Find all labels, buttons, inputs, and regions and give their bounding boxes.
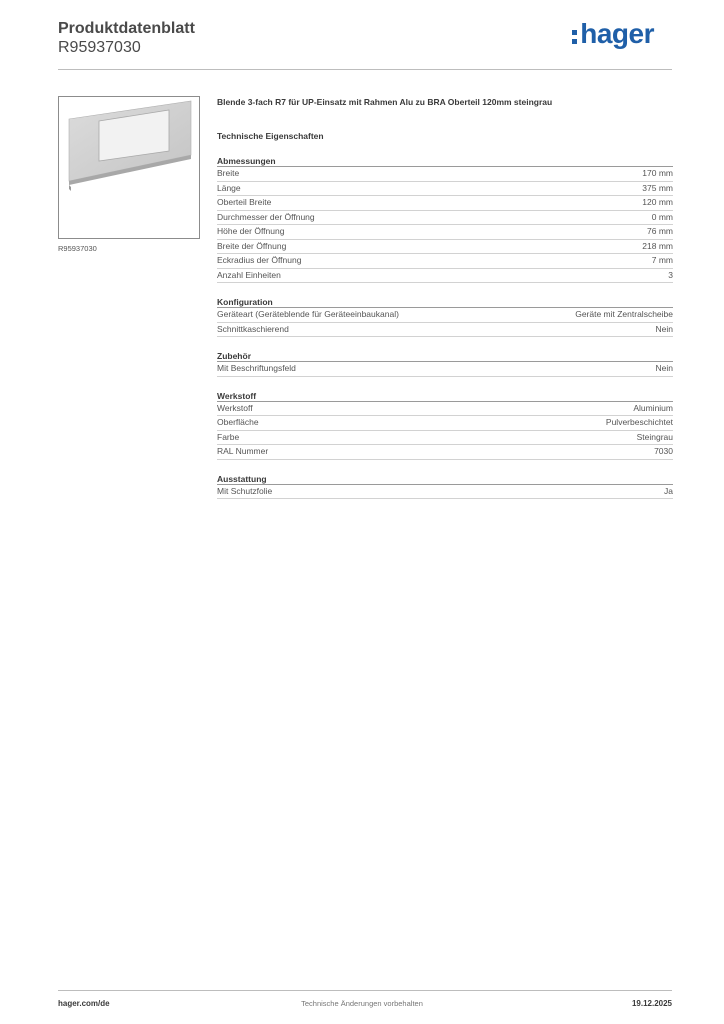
- property-label: Breite der Öffnung: [217, 240, 287, 251]
- footer-website-link[interactable]: hager.com/de: [58, 999, 110, 1008]
- section-title: Ausstattung: [217, 474, 673, 485]
- property-label: Länge: [217, 182, 241, 193]
- property-value: Geräte mit Zentralscheibe: [575, 309, 673, 319]
- section-title: Abmessungen: [217, 156, 673, 167]
- cover-plate-illustration: [59, 97, 199, 238]
- logo-text: hager: [580, 18, 654, 49]
- property-value: Ja: [664, 485, 673, 496]
- property-sections: [217, 156, 673, 499]
- property-label: Durchmesser der Öffnung: [217, 211, 315, 222]
- property-row: [217, 225, 673, 240]
- property-row: [217, 416, 673, 431]
- property-label: Schnittkaschierend: [217, 323, 289, 334]
- property-value: Nein: [655, 363, 673, 373]
- property-value: 120 mm: [642, 197, 673, 207]
- product-image: [58, 96, 200, 239]
- property-value: 0 mm: [651, 211, 673, 222]
- document-title: Produktdatenblatt: [58, 20, 195, 37]
- property-value: Nein: [655, 323, 673, 334]
- property-value: Pulverbeschichtet: [605, 417, 673, 427]
- property-row: [217, 485, 673, 500]
- hager-logo[interactable]: [572, 20, 654, 48]
- property-label: Geräteart (Geräteblende für Geräteeinbaukanal): [217, 309, 399, 319]
- property-label: Mit Schutzfolie: [217, 485, 273, 496]
- property-value: 218 mm: [642, 240, 673, 251]
- property-row: [217, 431, 673, 446]
- property-row: [217, 308, 673, 323]
- section-title: Zubehör: [217, 351, 673, 362]
- section-ausstattung: [217, 474, 673, 500]
- product-title: Blende 3-fach R7 für UP-Einsatz mit Rahmen Alu zu BRA Oberteil 120mm steingrau: [217, 97, 553, 107]
- page-header: [58, 20, 672, 70]
- product-details: [217, 96, 673, 499]
- section-title: Konfiguration: [217, 297, 673, 308]
- section-title: Werkstoff: [217, 391, 673, 402]
- property-value: 375 mm: [642, 182, 673, 193]
- header-divider: [58, 69, 672, 70]
- section-konfiguration: [217, 297, 673, 337]
- property-label: Oberfläche: [217, 417, 259, 427]
- property-value: Steingrau: [636, 431, 673, 442]
- property-row: [217, 167, 673, 182]
- section-abmessungen: [217, 156, 673, 283]
- section-werkstoff: [217, 391, 673, 460]
- property-label: Höhe der Öffnung: [217, 226, 285, 236]
- footer-divider: [58, 990, 672, 991]
- property-label: Mit Beschriftungsfeld: [217, 363, 296, 373]
- property-row: [217, 240, 673, 255]
- image-caption: R95937030: [58, 244, 97, 253]
- logo-colon-icon: [572, 20, 578, 48]
- property-row: [217, 362, 673, 377]
- property-value: Aluminium: [633, 402, 673, 413]
- property-value: 76 mm: [647, 226, 673, 236]
- technical-properties-heading: Technische Eigenschaften: [217, 131, 324, 141]
- document-number: R95937030: [58, 39, 141, 56]
- property-row: [217, 254, 673, 269]
- property-row: [217, 211, 673, 226]
- property-row: [217, 182, 673, 197]
- property-row: [217, 196, 673, 211]
- property-value: 7 mm: [651, 255, 673, 265]
- property-label: Farbe: [217, 431, 240, 442]
- property-value: 7030: [654, 446, 673, 456]
- footer-date: 19.12.2025: [631, 999, 672, 1008]
- property-label: Eckradius der Öffnung: [217, 255, 302, 265]
- property-label: Anzahl Einheiten: [217, 269, 281, 280]
- footer-notice: Technische Änderungen vorbehalten: [301, 999, 423, 1008]
- property-row: [217, 445, 673, 460]
- property-row: [217, 269, 673, 284]
- property-label: Oberteil Breite: [217, 197, 272, 207]
- property-row: [217, 323, 673, 338]
- property-label: Breite: [217, 168, 240, 178]
- property-row: [217, 402, 673, 417]
- property-label: RAL Nummer: [217, 446, 269, 456]
- property-value: 3: [668, 269, 673, 280]
- property-value: 170 mm: [642, 168, 673, 178]
- property-label: Werkstoff: [217, 402, 253, 413]
- section-zubehör: [217, 351, 673, 377]
